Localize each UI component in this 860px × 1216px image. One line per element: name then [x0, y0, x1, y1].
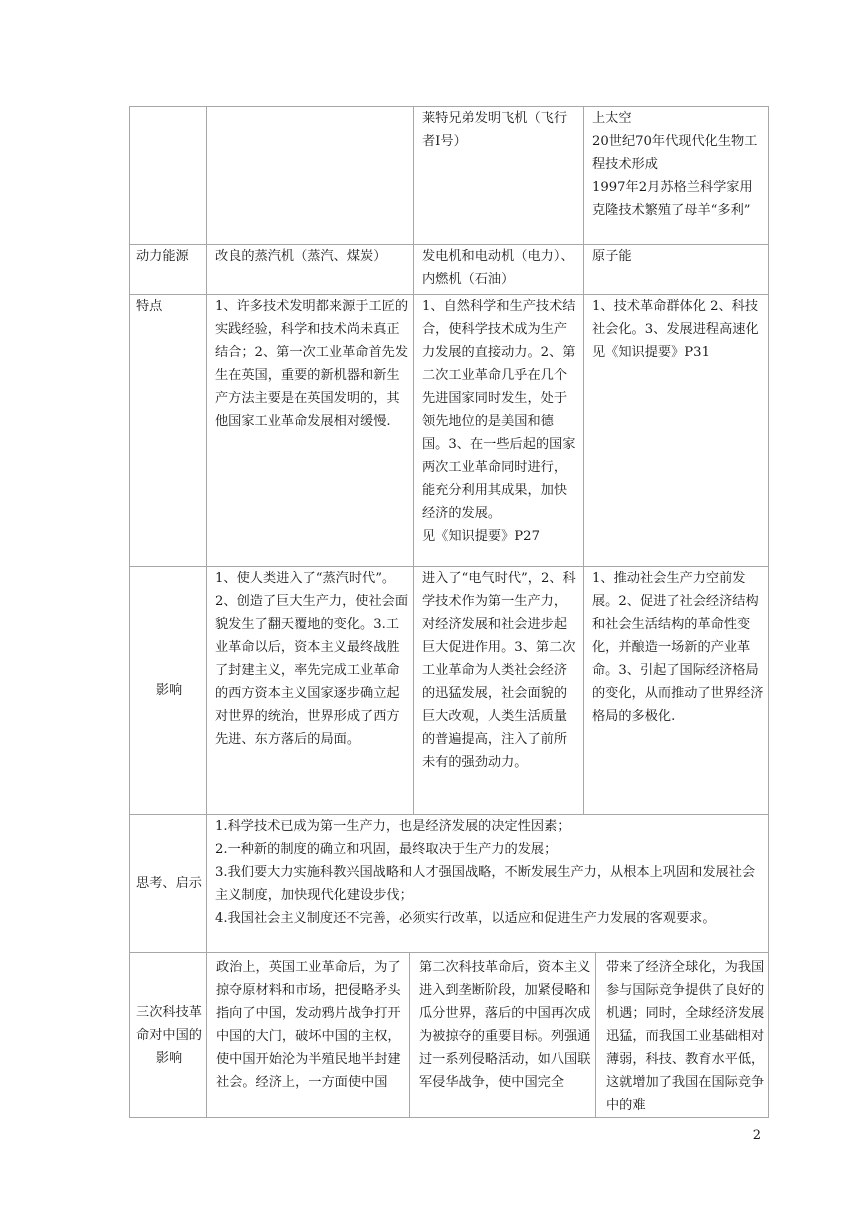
- cell-second-revolution: [414, 567, 584, 815]
- cell-third-revolution: [584, 567, 769, 815]
- cell-text: 3.我们要大力实施科教兴国战略和人才强国战略，不断发展生产力，从根本上巩固和发展社会主义制度，加快现代化建设步伐；: [215, 865, 756, 903]
- cell-text: 1、许多技术发明都来源于工匠的实践经验，科学和技术尚未真正结合；2、第一次工业革命首先发生在英国，重要的新机器和新生产方法主要是在英国发明的，其他国家工业革命发展相对缓慢.: [215, 299, 409, 429]
- cell-text: 原子能: [592, 249, 632, 264]
- split-columns: [207, 953, 768, 1117]
- split-column: [207, 953, 410, 1117]
- page-number: 2: [752, 1128, 761, 1143]
- table-row: [130, 567, 769, 815]
- cell-text: 1.科学技术已成为第一生产力，也是经济发展的决定性因素；: [215, 819, 571, 834]
- cell-third-revolution: [584, 295, 769, 567]
- merged-cell: [207, 815, 769, 953]
- row-header: 特点: [130, 295, 207, 567]
- cell-text: 20世纪70年代现代化生物工程技术形成: [592, 134, 758, 172]
- cell-text: 上太空: [592, 111, 632, 126]
- table-row: [130, 107, 769, 245]
- cell-text: 4.我国社会主义制度还不完善，必须实行改革，以适应和促进生产力发展的客观要求。: [215, 911, 716, 926]
- table-row: [130, 953, 769, 1118]
- cell-first-revolution: [207, 567, 414, 815]
- row-header: 影响: [130, 567, 207, 815]
- table-row: [130, 815, 769, 953]
- row-header: [130, 107, 207, 245]
- cell-text: 进入了“电气时代”，2、科学技术作为第一生产力，对经济发展和社会进步起巨大促进作用。3、第二次工业革命为人类社会经济的迅猛发展，社会面貌的巨大改观，人类生活质量的普遍提高，注入了前所未有的强劲动力。: [422, 571, 576, 770]
- cell-text: 见《知识提要》P27: [422, 529, 540, 544]
- row-header: 三次科技革命对中国的影响: [130, 953, 207, 1118]
- table-row: [130, 245, 769, 295]
- cell-second-revolution: [414, 295, 584, 567]
- split-column: [410, 953, 596, 1117]
- cell-text: 带来了经济全球化，为我国参与国际竞争提供了良好的机遇；同时，全球经济发展迅猛，而我国工业基础相对薄弱，科技、教育水平低，这就增加了我国在国际竞争中的难: [606, 960, 765, 1113]
- table-row: [130, 295, 769, 567]
- cell-text: 见《知识提要》P31: [592, 345, 710, 360]
- row-header: 思考、启示: [130, 815, 207, 953]
- cell-text: 1、使人类进入了“蒸汽时代”。2、创造了巨大生产力，使社会面貌发生了翻天覆地的变化。3.工业革命以后，资本主义最终战胜了封建主义，率先完成工业革命的西方资本主义国家逐步确立起对世界的统治，世界形成了西方先进、东方落后的局面。: [215, 571, 409, 747]
- row-header: 动力能源: [130, 245, 207, 295]
- cell-first-revolution: [207, 245, 414, 295]
- cell-text: 1、自然科学和生产技术结合，使科学技术成为生产力发展的直接动力。2、第二次工业革命几乎在几个先进国家同时发生，处于领先地位的是美国和德国。3、在一些后起的国家两次工业革命同时进行，能充分利用其成果，加快经济的发展。: [422, 299, 576, 521]
- cell-text: 1、推动社会生产力空前发展。2、促进了社会经济结构和社会生活结构的革命性变化，并酿造一场新的产业革命。3、引起了国际经济格局的变化，从而推动了世界经济格局的多极化.: [592, 571, 764, 724]
- cell-first-revolution: [207, 107, 414, 245]
- cell-text: 1997年2月苏格兰科学家用克隆技术繁殖了母羊“多利”: [592, 180, 753, 218]
- cell-first-revolution: [207, 295, 414, 567]
- cell-text: 1、技术革命群体化 2、科技社会化。3、发展进程高速化: [592, 299, 759, 337]
- cell-text: 莱特兄弟发明飞机（飞行者Ⅰ号）: [422, 111, 568, 149]
- cell-text: 改良的蒸汽机（蒸汽、煤炭）: [215, 249, 387, 264]
- comparison-table: [129, 106, 769, 1118]
- split-cell: [207, 953, 769, 1118]
- cell-second-revolution: [414, 107, 584, 245]
- cell-third-revolution: [584, 107, 769, 245]
- cell-text: 政治上，英国工业革命后，为了掠夺原材料和市场，把侵略矛头指向了中国，发动鸦片战争打开中国的大门，破坏中国的主权，使中国开始沦为半殖民地半封建社会。经济上，一方面使中国: [216, 960, 401, 1090]
- cell-second-revolution: [414, 245, 584, 295]
- cell-text: 第二次科技革命后，资本主义进入到垄断阶段，加紧侵略和瓜分世界，落后的中国再次成为被掠夺的重要目标。列强通过一系列侵略活动，如八国联军侵华战争，使中国完全: [419, 960, 591, 1090]
- cell-third-revolution: [584, 245, 769, 295]
- split-column: [596, 953, 769, 1117]
- cell-text: 发电机和电动机（电力）、内燃机（石油）: [422, 249, 574, 287]
- cell-text: 2.一种新的制度的确立和巩固，最终取决于生产力的发展；: [215, 842, 558, 857]
